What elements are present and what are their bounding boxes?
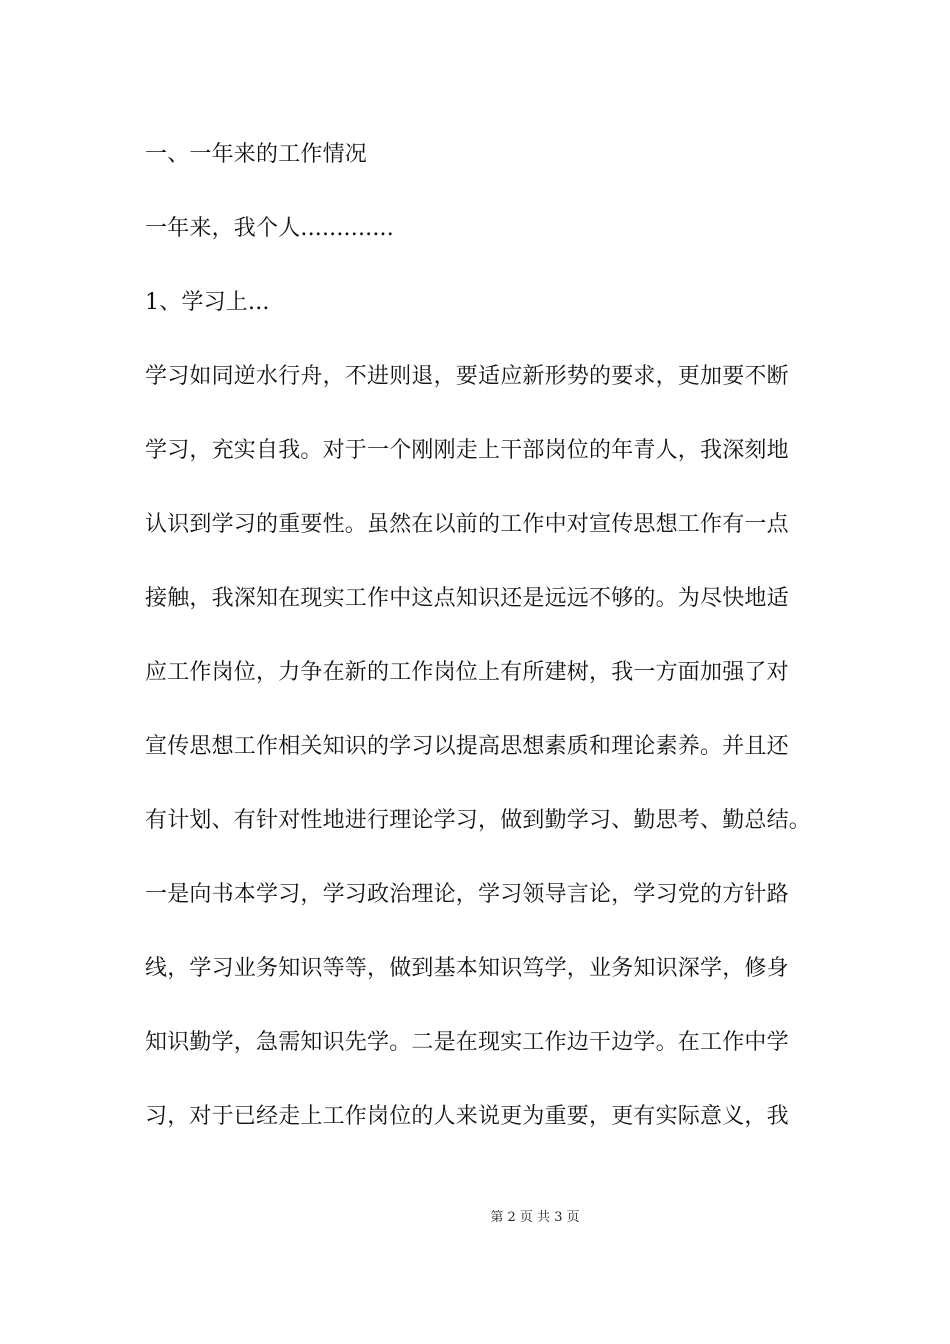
- paragraph-line: 宣传思想工作相关知识的学习以提高思想素质和理论素养。并且还: [145, 734, 789, 759]
- paragraph-line: 学习，充实自我。对于一个刚刚走上干部岗位的年青人，我深刻地: [145, 438, 789, 463]
- paragraph-line: 认识到学习的重要性。虽然在以前的工作中对宣传思想工作有一点: [145, 512, 789, 537]
- paragraph-line: 学习如同逆水行舟，不进则退，要适应新形势的要求，更加要不断: [145, 364, 789, 389]
- page-footer: [0, 1208, 950, 1228]
- paragraph-line: 接触，我深知在现实工作中这点知识还是远远不够的。为尽快地适: [145, 586, 789, 611]
- paragraph-line: 一是向书本学习，学习政治理论，学习领导言论，学习党的方针路: [145, 882, 789, 907]
- document-body: [145, 135, 825, 1171]
- paragraph-line: 应工作岗位，力争在新的工作岗位上有所建树，我一方面加强了对: [145, 660, 789, 685]
- subsection-heading: 1、学习上...: [145, 290, 270, 315]
- section-heading: 一、一年来的工作情况: [145, 142, 368, 167]
- paragraph-line: 有计划、有针对性地进行理论学习，做到勤学习、勤思考、勤总结。: [145, 808, 812, 833]
- paragraph-line: 知识勤学，急需知识先学。二是在现实工作边干边学。在工作中学: [145, 1030, 789, 1055]
- paragraph-line: 习，对于已经走上工作岗位的人来说更为重要，更有实际意义，我: [145, 1104, 789, 1129]
- paragraph-line: 一年来，我个人.............: [145, 216, 394, 241]
- paragraph-line: 线，学习业务知识等等，做到基本知识笃学，业务知识深学，修身: [145, 956, 789, 981]
- page-number: 第 2 页 共 3 页: [490, 1210, 580, 1225]
